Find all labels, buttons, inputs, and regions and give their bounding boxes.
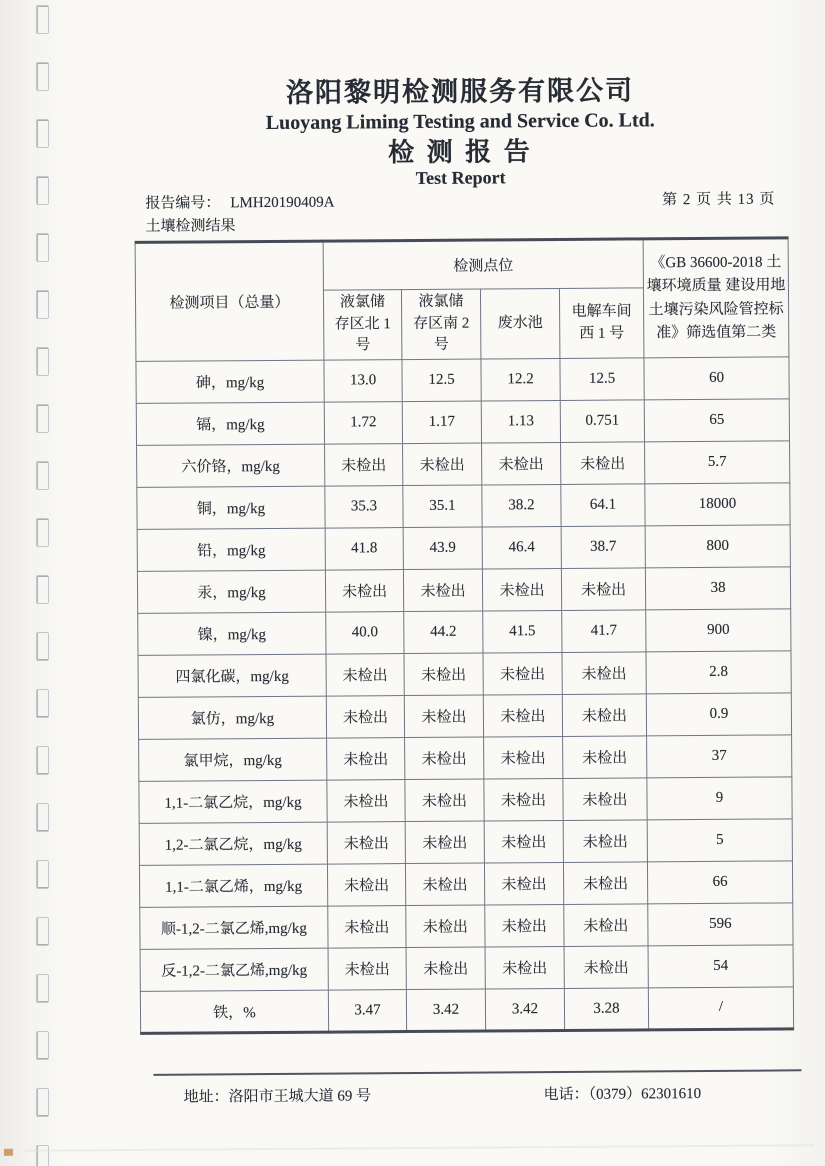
result-value: 3.28	[564, 988, 648, 1031]
footer-phone: 电话：（0379）62301610	[543, 1085, 702, 1104]
table-row	[138, 651, 791, 698]
table-row	[140, 903, 793, 950]
screening-value: 900	[646, 609, 791, 652]
result-value: 12.2	[481, 358, 560, 401]
screening-value: 60	[644, 357, 789, 400]
table-row	[137, 525, 790, 572]
result-value: 12.5	[560, 358, 644, 401]
result-value: 未检出	[485, 946, 564, 989]
section-title: 土壤检测结果	[145, 218, 236, 235]
param-name: 砷，mg/kg	[136, 360, 324, 403]
table-row	[140, 987, 793, 1034]
table-row	[138, 609, 791, 656]
param-name: 镉，mg/kg	[136, 402, 324, 445]
column-header-screening: 《GB 36600-2018 土壤环境质量 建设用地土壤污染风险管控标准》筛选值第二类	[643, 238, 789, 358]
param-name: 1,1-二氯乙烯，mg/kg	[139, 864, 327, 907]
screening-value: 5.7	[645, 441, 790, 484]
result-value: 0.751	[560, 400, 644, 443]
table-row	[136, 399, 789, 446]
result-value: 未检出	[405, 737, 484, 780]
param-name: 1,2-二氯乙烷，mg/kg	[139, 822, 327, 865]
result-value: 未检出	[325, 444, 403, 487]
screening-value: 66	[647, 861, 792, 904]
result-value: 未检出	[405, 779, 484, 822]
table-row	[137, 483, 790, 530]
result-value: 未检出	[405, 863, 484, 906]
result-value: 3.42	[406, 989, 485, 1032]
table-row	[139, 777, 792, 824]
screening-value: /	[648, 987, 793, 1030]
report-meta-row	[145, 189, 775, 213]
company-name-en: Luoyang Liming Testing and Service Co. Ltd.	[265, 109, 655, 135]
report-title-en: Test Report	[415, 167, 506, 188]
result-value: 未检出	[403, 569, 482, 612]
result-value: 35.3	[325, 486, 403, 529]
result-value: 未检出	[562, 694, 646, 737]
result-value: 未检出	[482, 568, 561, 611]
param-name: 汞，mg/kg	[137, 570, 325, 613]
result-value: 未检出	[327, 864, 405, 907]
footer-address: 地址：洛阳市王城大道 69 号	[183, 1088, 372, 1106]
result-value: 12.5	[402, 359, 481, 402]
column-header-points: 检测点位	[323, 239, 643, 290]
screening-value: 37	[647, 735, 792, 778]
report-number	[145, 193, 334, 214]
report-title-cn: 检 测 报 告	[388, 137, 533, 168]
param-name: 1,1-二氯乙烷，mg/kg	[139, 780, 327, 823]
table-row	[138, 693, 791, 740]
screening-value: 596	[648, 903, 793, 946]
table-row	[139, 735, 792, 782]
screening-value: 18000	[645, 483, 790, 526]
column-header-point-4: 电解车间西 1 号	[559, 288, 644, 359]
param-name: 镍，mg/kg	[138, 612, 326, 655]
result-value: 未检出	[406, 947, 485, 990]
report-number-value: LMH20190409A	[230, 194, 335, 212]
result-value: 未检出	[403, 443, 482, 486]
result-value: 未检出	[406, 905, 485, 948]
param-name: 氯仿，mg/kg	[138, 696, 326, 739]
screening-value: 2.8	[646, 651, 791, 694]
screening-value: 38	[645, 567, 790, 610]
table-row	[140, 945, 793, 992]
result-value: 1.17	[402, 401, 481, 444]
results-tbody	[136, 357, 794, 1034]
result-value: 未检出	[562, 652, 646, 695]
result-value: 64.1	[561, 484, 645, 527]
result-value: 13.0	[324, 360, 402, 403]
result-value: 46.4	[482, 526, 561, 569]
company-name-cn: 洛阳黎明检测服务有限公司	[285, 75, 635, 108]
result-value: 未检出	[483, 694, 562, 737]
param-name: 铜，mg/kg	[137, 486, 325, 529]
result-value: 未检出	[404, 695, 483, 738]
result-value: 未检出	[563, 862, 647, 905]
scan-streak-artifact	[24, 1144, 814, 1152]
screening-value: 0.9	[646, 693, 791, 736]
param-name: 顺-1,2-二氯乙烯,mg/kg	[140, 906, 328, 949]
result-value: 未检出	[561, 568, 645, 611]
result-value: 未检出	[563, 820, 647, 863]
result-value: 未检出	[563, 778, 647, 821]
result-value: 38.2	[482, 484, 561, 527]
footer-rule	[153, 1069, 801, 1076]
result-value: 1.13	[481, 400, 560, 443]
result-value: 43.9	[403, 527, 482, 570]
screening-value: 9	[647, 777, 792, 820]
param-name: 反-1,2-二氯乙烯,mg/kg	[140, 948, 328, 991]
result-value: 未检出	[405, 821, 484, 864]
param-name: 氯甲烷，mg/kg	[139, 738, 327, 781]
result-value: 未检出	[326, 654, 404, 697]
param-name: 铅，mg/kg	[137, 528, 325, 571]
column-header-item: 检测项目（总量）	[135, 241, 324, 361]
result-value: 41.8	[325, 528, 403, 571]
result-value: 未检出	[484, 862, 563, 905]
result-value: 3.42	[485, 988, 564, 1031]
result-value: 未检出	[484, 778, 563, 821]
result-value: 未检出	[484, 736, 563, 779]
page-indicator: 第 2 页 共 13 页	[662, 191, 776, 209]
result-value: 未检出	[327, 780, 405, 823]
result-value: 未检出	[563, 736, 647, 779]
param-name: 铁，%	[140, 990, 328, 1033]
result-value: 未检出	[483, 652, 562, 695]
result-value: 未检出	[328, 948, 406, 991]
scan-speck-artifact	[4, 1149, 13, 1156]
column-header-point-2: 液氯储存区南 2 号	[401, 289, 480, 360]
result-value: 未检出	[328, 906, 406, 949]
column-header-point-3: 废水池	[480, 288, 559, 359]
results-table-wrap	[135, 236, 794, 1035]
result-value: 3.47	[328, 990, 406, 1033]
results-table	[135, 236, 795, 1035]
result-value: 未检出	[326, 696, 404, 739]
table-row	[139, 861, 792, 908]
result-value: 未检出	[482, 442, 561, 485]
result-value: 44.2	[404, 611, 483, 654]
result-value: 35.1	[403, 485, 482, 528]
result-value: 41.7	[562, 610, 646, 653]
result-value: 未检出	[404, 653, 483, 696]
report-number-label: 报告编号：	[145, 195, 221, 212]
screening-value: 54	[648, 945, 793, 988]
result-value: 未检出	[564, 904, 648, 947]
table-row	[139, 819, 792, 866]
table-row	[137, 441, 790, 488]
result-value: 未检出	[327, 822, 405, 865]
screening-value: 5	[647, 819, 792, 862]
result-value: 41.5	[483, 610, 562, 653]
result-value: 未检出	[561, 442, 645, 485]
table-row	[136, 357, 789, 404]
screening-value: 65	[644, 399, 789, 442]
result-value: 38.7	[561, 526, 645, 569]
result-value: 未检出	[327, 738, 405, 781]
result-value: 1.72	[324, 402, 402, 445]
screening-value: 800	[645, 525, 790, 568]
table-row	[137, 567, 790, 614]
result-value: 未检出	[484, 820, 563, 863]
param-name: 六价铬，mg/kg	[137, 444, 325, 487]
result-value: 未检出	[485, 904, 564, 947]
column-header-point-1: 液氯储存区北 1 号	[323, 290, 401, 361]
footer-row	[184, 1083, 794, 1107]
result-value: 未检出	[564, 946, 648, 989]
table-header-row-1	[135, 238, 788, 292]
result-value: 未检出	[325, 570, 403, 613]
param-name: 四氯化碳，mg/kg	[138, 654, 326, 697]
result-value: 40.0	[326, 612, 404, 655]
